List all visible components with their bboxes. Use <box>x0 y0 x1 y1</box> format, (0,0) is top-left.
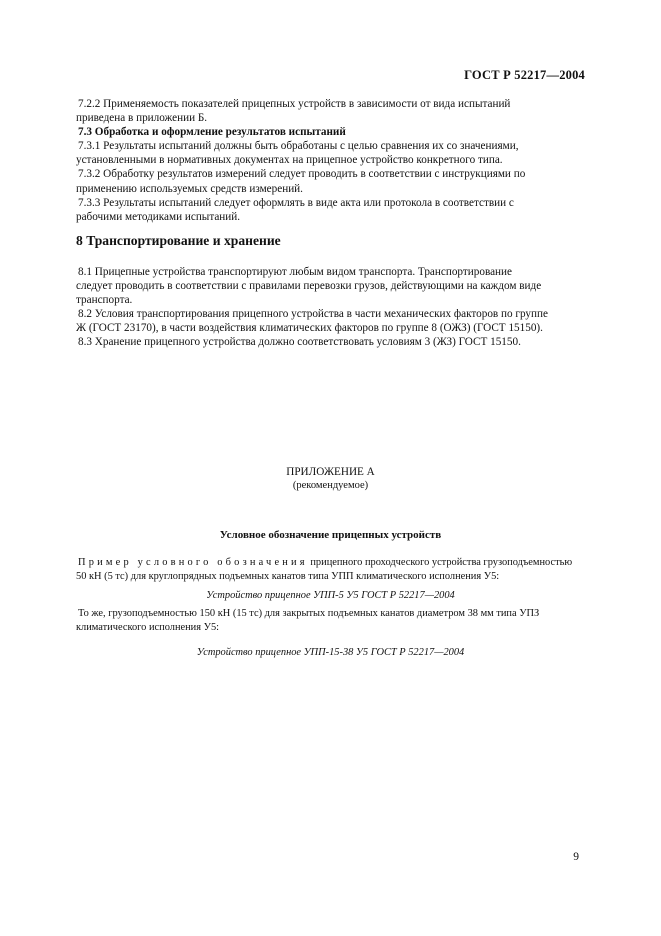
section-8-block <box>76 265 585 350</box>
section-7-block <box>76 97 585 224</box>
example-label: Пример условного обозначения <box>78 557 308 568</box>
appendix-heading: Условное обозначение прицепных устройств <box>219 529 442 541</box>
appendix-title: ПРИЛОЖЕНИЕ А <box>286 466 375 478</box>
paragraph-8-2-line2: Ж (ГОСТ 23170), в части воздействия климатических факторов по группе 8 (ОЖЗ) (ГОСТ 15150). <box>76 322 543 335</box>
paragraph-7-3-1-line1: 7.3.1 Результаты испытаний должны быть обработаны с целью сравнения их со значениями, <box>78 140 519 153</box>
example-line2: 50 кН (5 тс) для круглопрядных подъемных канатов типа УПП климатического исполнения У5: <box>76 570 500 582</box>
subsection-7-3-heading: 7.3 Обработка и оформление результатов испытаний <box>78 126 346 139</box>
page-number: 9 <box>573 851 579 863</box>
appendix-example-block <box>76 556 585 583</box>
paragraph-8-1-line1: 8.1 Прицепные устройства транспортируют любым видом транспорта. Транспортирование <box>78 266 512 278</box>
paragraph-7-3-3-line1: 7.3.3 Результаты испытаний следует оформлять в виде акта или протокола в соответствии с <box>78 196 514 209</box>
designation-example-2: Устройство прицепное УПП-15-38 У5 ГОСТ Р 52217—2004 <box>196 647 465 658</box>
paragraph-7-2-2-line1: 7.2.2 Применяемость показателей прицепных устройств в зависимости от вида испытаний <box>78 98 511 110</box>
section-8-title: 8 Транспортирование и хранение <box>76 233 281 248</box>
same-line1: То же, грузоподъемностью 150 кН (15 тс) для закрытых подъемных канатов диаметром 38 мм типа УПЗ <box>78 608 540 619</box>
paragraph-8-3: 8.3 Хранение прицепного устройства должно соответствовать условиям 3 (ЖЗ) ГОСТ 15150. <box>78 336 521 349</box>
example-line1-rest: прицепного проходческого устройства грузоподъемностью <box>310 557 573 568</box>
paragraph-8-1-line3: транспорта. <box>76 294 133 307</box>
paragraph-7-2-2-line2: приведена в приложении Б. <box>76 112 208 125</box>
same-line2: климатического исполнения У5: <box>76 621 220 633</box>
paragraph-8-2-line1: 8.2 Условия транспортирования прицепного устройства в части механических факторов по группе <box>78 308 548 321</box>
designation-example-1: Устройство прицепное УПП-5 У5 ГОСТ Р 52217—2004 <box>206 590 455 601</box>
document-header: ГОСТ Р 52217—2004 <box>464 68 585 82</box>
paragraph-7-3-3-line2: рабочими методиками испытаний. <box>76 210 241 223</box>
paragraph-8-1-line2: следует проводить в соответствии с правилами перевозки грузов, действующими на каждом виде <box>76 280 542 293</box>
paragraph-7-3-2-line1: 7.3.2 Обработку результатов измерений следует проводить в соответствии с инструкциями по <box>78 168 526 181</box>
appendix-same-block <box>76 607 585 634</box>
example-line1 <box>76 556 585 570</box>
paragraph-7-3-1-line2: установленными в нормативных документах на прицепное устройство конкретного типа. <box>76 154 503 167</box>
appendix-subtitle: (рекомендуемое) <box>292 480 369 491</box>
paragraph-7-3-2-line2: применению используемых средств измерений. <box>76 182 303 195</box>
